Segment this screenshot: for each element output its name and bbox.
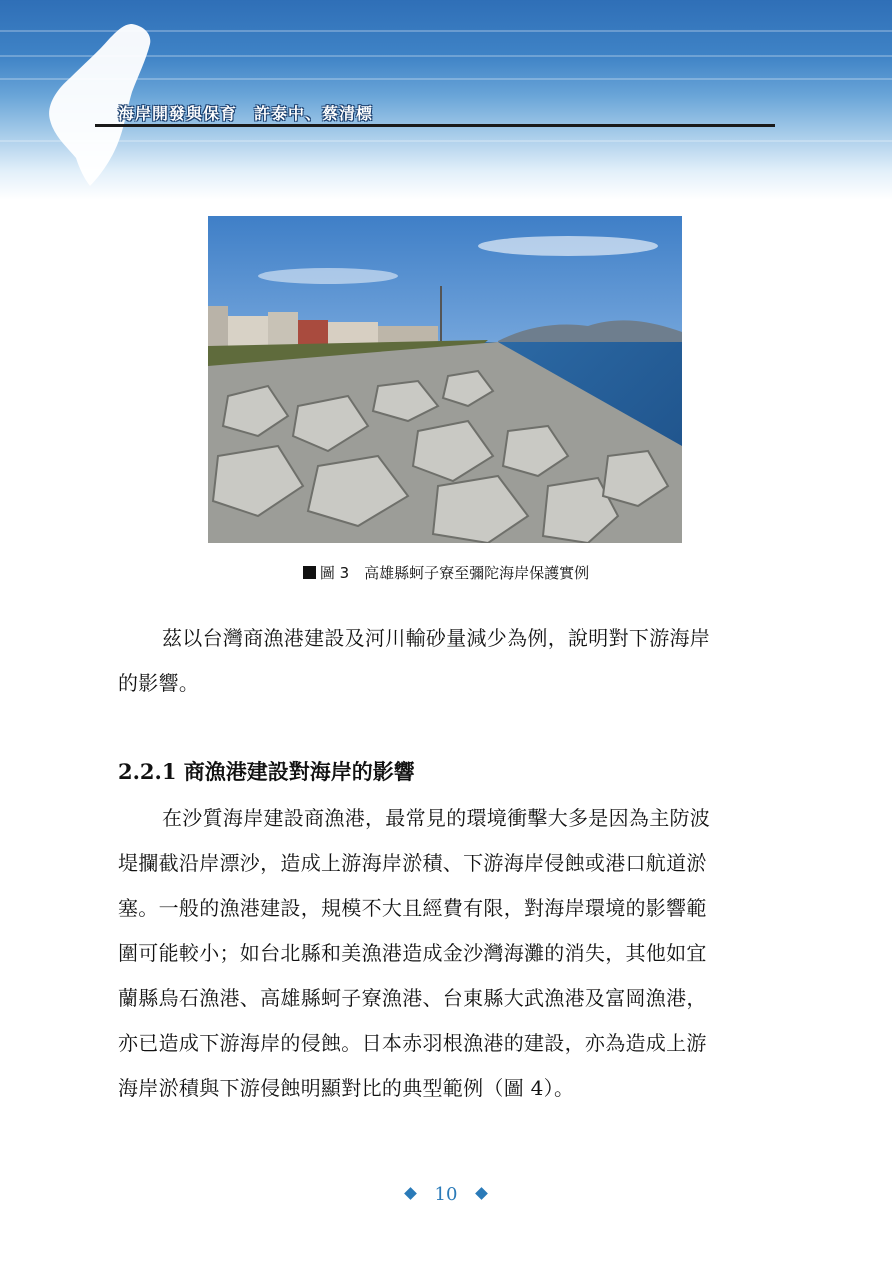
header-banner [0, 0, 892, 200]
page-number: 10 [434, 1184, 458, 1205]
page-footer [0, 1184, 892, 1205]
diamond-left-icon [404, 1187, 417, 1200]
section-line: 塞。一般的漁港建設，規模不大且經費有限，對海岸環境的影響範 [118, 896, 707, 920]
figure-photo [208, 216, 682, 543]
section-line: 海岸淤積與下游侵蝕明顯對比的典型範例（圖 4）。 [118, 1076, 575, 1100]
figure-caption [0, 562, 892, 583]
section-line: 堤攔截沿岸漂沙，造成上游海岸淤積、下游海岸侵蝕或港口航道淤 [118, 851, 707, 875]
section-line: 蘭縣烏石漁港、高雄縣蚵子寮漁港、台東縣大武漁港及富岡漁港， [118, 986, 707, 1010]
figure-label: 圖 3 [319, 564, 350, 582]
header-rule [95, 124, 775, 127]
section-line: 亦已造成下游海岸的侵蝕。日本赤羽根漁港的建設，亦為造成上游 [118, 1031, 707, 1055]
intro-line: 的影響。 [118, 671, 200, 695]
intro-line: 茲以台灣商漁港建設及河川輸砂量減少為例，說明對下游海岸 [162, 626, 711, 650]
figure-caption-text: 高雄縣蚵子寮至彌陀海岸保護實例 [364, 564, 590, 582]
intro-paragraph [118, 616, 778, 706]
running-title: 海岸開發與保育 許泰中、蔡清標 [118, 104, 374, 123]
diamond-right-icon [476, 1187, 489, 1200]
section-line: 圍可能較小；如台北縣和美漁港造成金沙灣海灘的消失，其他如宜 [118, 941, 707, 965]
section-heading: 2.2.1 商漁港建設對海岸的影響 [118, 759, 415, 784]
figure-label-square-icon [303, 566, 316, 579]
section-line: 在沙質海岸建設商漁港，最常見的環境衝擊大多是因為主防波 [162, 806, 711, 830]
section-paragraph [118, 796, 778, 1111]
